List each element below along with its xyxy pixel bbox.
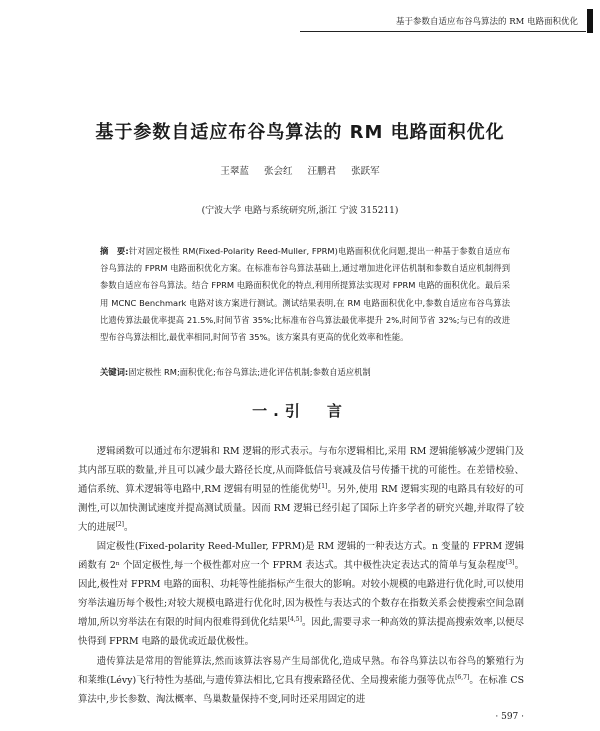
paragraph-text: 固定极性(Fixed-polarity Reed-Muller, FPRM)是 RM 逻辑的一种表达方式。n 变量的 FPRM 逻辑函数有 2ⁿ 个固定极性,每一个极性都对应一个 FPRM 表达式。其中极性决定表达式的简单与复杂程度	[78, 541, 524, 572]
author-name: 张会红	[263, 166, 293, 177]
paragraph-text: 。	[124, 522, 134, 534]
paragraph	[78, 537, 524, 651]
paragraph-text: 。因此,极性对 FPRM 电路的面积、功耗等性能指标产生很大的影响。对较小规模的电路进行优化时,可以使用穷举法遍历每个极性;对较大规模电路进行优化时,因为极性与表达式的个数存在指数关系会使搜索空间急剧增加,所以穷举法在有限的时间内很难得到优化结果	[78, 560, 524, 629]
abstract	[100, 243, 510, 346]
citation: [2]	[115, 521, 125, 529]
body-text	[78, 442, 524, 709]
page-edge-mark	[587, 9, 593, 33]
author-name: 王翠蓝	[220, 166, 249, 177]
running-head-text: 基于参数自适应布谷鸟算法的 RM 电路面积优化	[395, 17, 578, 27]
abstract-label: 摘 要:	[100, 246, 129, 256]
paragraph-text: 。因此,需要寻求一种高效的算法提高搜索效率,以便尽快得到 FPRM 电路的最优或近最优极性。	[78, 617, 524, 648]
author-name: 汪鹏君	[307, 166, 337, 177]
keywords-label: 关键词:	[100, 367, 129, 377]
author-list	[0, 163, 600, 177]
paragraph-text: 逻辑函数可以通过布尔逻辑和 RM 逻辑的形式表示。与布尔逻辑相比,采用 RM 逻辑能够减少逻辑门及其内部互联的数量,并且可以减少最大路径长度,从而降低信号衰减及信号传播干扰的可能性。在差错校验、通信系统、算术逻辑等电路中,RM 逻辑有明显的性能优势	[78, 446, 524, 496]
citation: [6,7]	[455, 673, 470, 681]
citation: [4,5]	[287, 616, 302, 624]
citation: [3]	[505, 559, 515, 567]
paragraph	[78, 442, 524, 537]
keywords	[100, 364, 510, 381]
author-name: 张跃军	[351, 166, 380, 177]
page-number: · 597 ·	[495, 712, 524, 722]
running-head	[300, 14, 586, 32]
keywords-text: 固定极性 RM;面积优化;布谷鸟算法;进化评估机制;参数自适应机制	[128, 367, 371, 377]
affiliation: (宁波大学 电路与系统研究所,浙江 宁波 315211)	[201, 206, 399, 216]
abstract-text: 针对固定极性 RM(Fixed-Polarity Reed-Muller, FPRM)电路面积优化问题,提出一种基于参数自适应布谷鸟算法的 FPRM 电路面积优化方案。在标准布谷鸟算法基础上,通过增加进化评估机制和参数自适应机制得到参数自适应布谷鸟算法。结合 FPRM 电路面积优化的特点,利用所提算法实现对 FPRM 电路的面积优化。最后采用 MCNC Benchmark 电路对该方案进行测试。测试结果表明,在 RM 电路面积优化中,参数自适应布谷鸟算法比遗传算法最优率提高 21.5%,时间节省 35%;比标准布谷鸟算法最优率提升 2%,时间节省 32%;与已有的改进型布谷鸟算法相比,最优率相同,时间节省 35%。该方案具有更高的优化效率和性能。	[100, 246, 510, 343]
paper-title: 基于参数自适应布谷鸟算法的 RM 电路面积优化	[95, 122, 505, 143]
paragraph-text: 。在标准 CS 算法中,步长参数、淘汰概率、鸟巢数量保持不变,同时还采用固定的进	[78, 674, 524, 705]
paragraph-text: 。另外,使用 RM 逻辑实现的电路具有较好的可测性,可以加快测试速度并提高测试质量。因而 RM 逻辑已经引起了国际上许多学者的研究兴趣,并取得了较大的进展	[78, 484, 524, 534]
section-heading: 一.引 言	[252, 402, 348, 420]
citation: [1]	[318, 482, 328, 490]
paragraph	[78, 652, 524, 709]
paragraph-text: 遗传算法是常用的智能算法,然而该算法容易产生局部优化,造成早熟。布谷鸟算法以布谷鸟的繁殖行为和莱维(Lévy)飞行特性为基础,与遗传算法相比,它具有搜索路径优、全局搜索能力强等优点	[78, 655, 524, 686]
